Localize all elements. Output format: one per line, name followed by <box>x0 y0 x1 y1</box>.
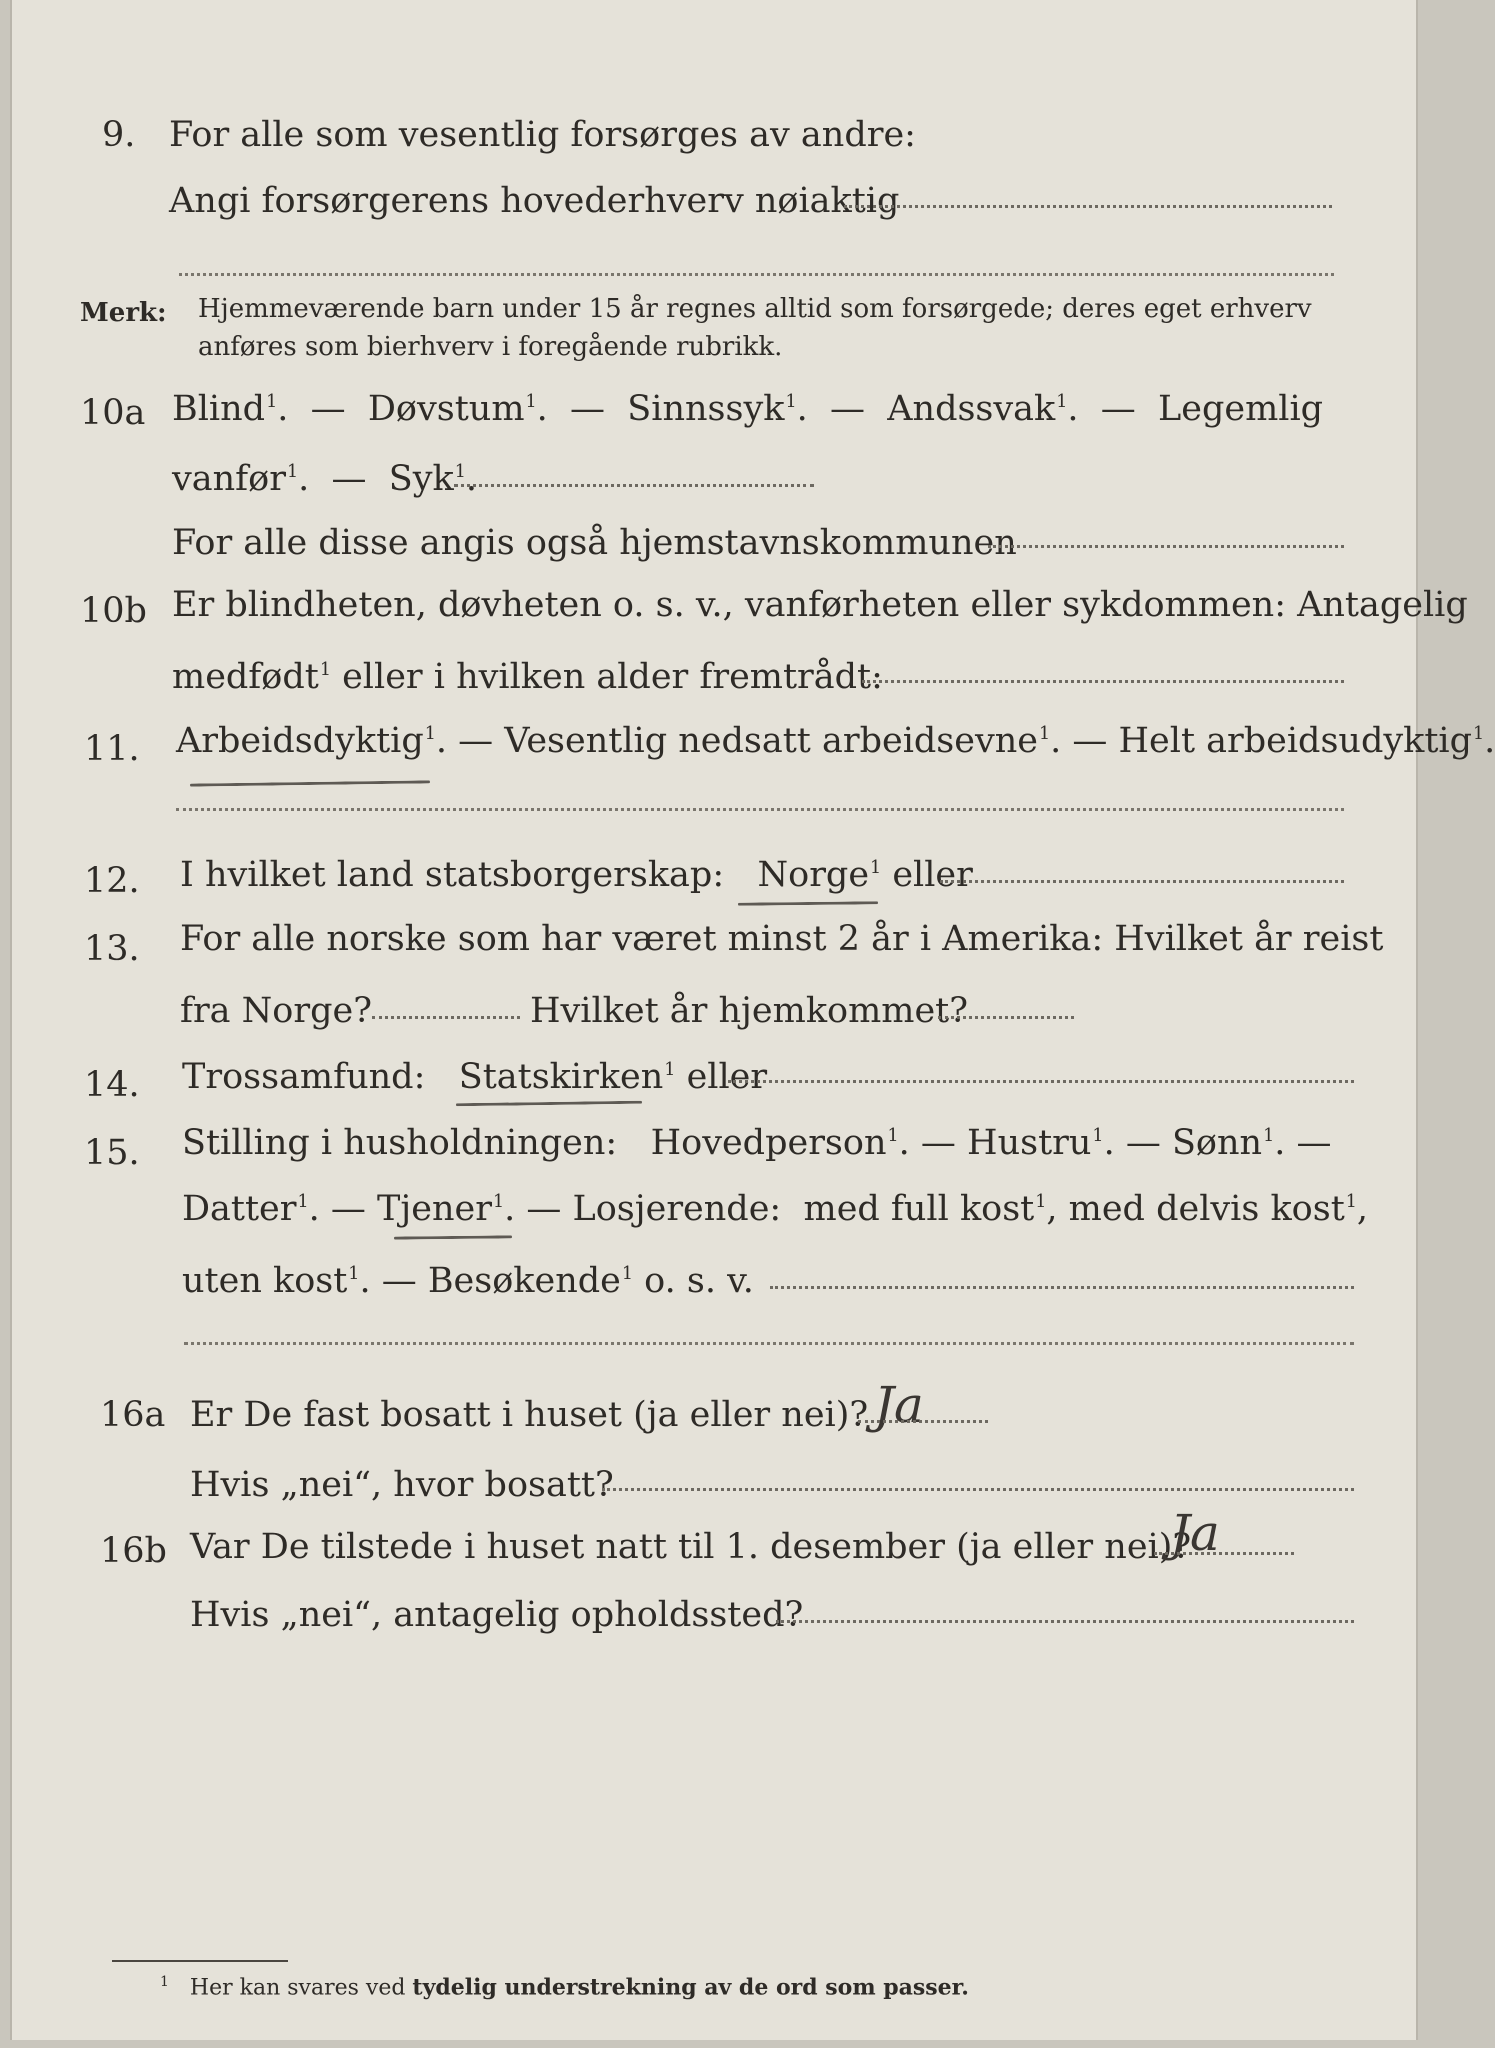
q10a-andssvak: Andssvak <box>887 389 1056 429</box>
q15-delvis-kost[interactable]: med delvis kost <box>1068 1189 1345 1229</box>
q10b-line1: Er blindheten, døvheten o. s. v., vanførheten eller sykdommen: Antagelig <box>172 585 1468 625</box>
q13-reist-field[interactable] <box>372 1016 520 1019</box>
q15-sonn[interactable]: Sønn <box>1171 1123 1263 1163</box>
q12-answer-field[interactable] <box>940 880 1344 883</box>
q10a-syk-field[interactable] <box>454 484 814 487</box>
q10a-vanfor: vanfør <box>172 459 286 499</box>
merk-line1: Hjemmeværende barn under 15 år regnes alltid som forsørgede; deres eget erhverv <box>198 294 1312 324</box>
q10b-line2b: eller i hvilken alder fremtrådt: <box>342 657 883 697</box>
q11-answer-field[interactable] <box>176 808 1344 811</box>
q15-line2: Datter$^1$. — Tjener$^1$. — Losjerende: med full kost$^1$, med delvis kost$^1$, <box>182 1189 1369 1229</box>
q10a-number: 10a <box>80 393 146 433</box>
footnote-text2: tydelig understrekning av de ord som passer. <box>412 1974 969 2001</box>
q10a-hjemstavn-field[interactable] <box>988 545 1344 548</box>
q14-eller: eller <box>686 1057 768 1097</box>
q14-number: 14. <box>84 1065 140 1105</box>
q14-answer-field[interactable] <box>728 1080 1354 1083</box>
q16b-number: 16b <box>100 1531 167 1571</box>
q9-number: 9. <box>102 115 136 155</box>
q13-line1: For alle norske som har været minst 2 år i Amerika: Hvilket år reist <box>180 919 1384 959</box>
q11-handwritten-underline <box>190 780 430 786</box>
q14-line: Trossamfund: Statskirken$^1$ eller <box>182 1057 768 1097</box>
q10b-answer-field[interactable] <box>862 680 1344 683</box>
q15-answer-field-2[interactable] <box>184 1342 1354 1345</box>
q14-handwritten-underline <box>456 1101 642 1107</box>
q12-text: I hvilket land statsborgerskap: <box>180 855 725 895</box>
q12-number: 12. <box>84 861 140 901</box>
q10a-syk: Syk <box>388 459 454 499</box>
q11-opt3[interactable]: Helt arbeidsudyktig <box>1118 721 1473 761</box>
q10b-medfodt: medfødt <box>172 657 319 697</box>
q13-line2b: Hvilket år hjemkommet? <box>530 991 969 1031</box>
q15-osv: o. s. v. <box>644 1261 754 1301</box>
merk-label: Merk: <box>80 298 167 328</box>
census-form-page <box>10 0 1495 2040</box>
footnote-rule <box>112 1960 288 1962</box>
merk-line2: anføres som bierhverv i foregående rubrikk. <box>198 332 783 362</box>
q14-statskirken[interactable]: Statskirken <box>458 1057 664 1097</box>
q10b-number: 10b <box>80 591 147 631</box>
q9-line1: For alle som vesentlig forsørges av andre: <box>169 115 916 155</box>
q10a-legemlig: Legemlig <box>1158 389 1324 429</box>
q16a-hvor-field[interactable] <box>602 1488 1354 1491</box>
q15-line1: Stilling i husholdningen: Hovedperson$^1$. — Hustru$^1$. — Sønn$^1$. — <box>182 1123 1332 1163</box>
q13-hjemkommet-field[interactable] <box>938 1016 1074 1019</box>
q10a-dovstum: Døvstum <box>367 389 525 429</box>
q16b-line2: Hvis „nei“, antagelig opholdssted? <box>190 1595 804 1635</box>
q16a-answer-field[interactable] <box>858 1420 988 1423</box>
q10a-line2: vanfør$^1$. — Syk$^1$. <box>172 459 477 499</box>
q10a-blind: Blind <box>172 389 266 429</box>
q11-opt1[interactable]: Arbeidsdyktig <box>176 721 424 761</box>
q16b-opholdssted-field[interactable] <box>776 1620 1354 1623</box>
q15-full-kost[interactable]: med full kost <box>803 1189 1035 1229</box>
footnote <box>160 1974 969 2000</box>
q9-answer-field-2[interactable] <box>179 273 1334 276</box>
q15-answer-field[interactable] <box>770 1286 1354 1289</box>
q13-number: 13. <box>84 929 140 969</box>
q16a-handwritten-answer[interactable]: Ja <box>874 1376 924 1434</box>
q13-line2a: fra Norge? <box>180 991 372 1031</box>
q15-datter[interactable]: Datter <box>182 1189 297 1229</box>
q15-number: 15. <box>84 1133 140 1173</box>
q10a-line1: Blind$^1$. — Døvstum$^1$. — Sinnssyk$^1$. — Andssvak$^1$. — Legemlig <box>172 389 1324 429</box>
q11-line: Arbeidsdyktig$^1$. — Vesentlig nedsatt arbeidsevne$^1$. — Helt arbeidsudyktig$^1$. <box>176 721 1495 761</box>
q15-hovedperson[interactable]: Hovedperson <box>650 1123 887 1163</box>
q15-besokende[interactable]: Besøkende <box>427 1261 621 1301</box>
q16b-answer-field[interactable] <box>1154 1552 1294 1555</box>
q16a-number: 16a <box>100 1395 166 1435</box>
q16b-line1: Var De tilstede i huset natt til 1. desember (ja eller nei)? <box>190 1527 1192 1567</box>
q16a-line1: Er De fast bosatt i huset (ja eller nei)? <box>190 1395 869 1435</box>
footnote-mark: 1 <box>160 1974 169 1990</box>
q15-tjener[interactable]: Tjener <box>377 1189 492 1229</box>
q16b-handwritten-answer[interactable]: Ja <box>1170 1504 1220 1562</box>
q15-losjerende: Losjerende: <box>572 1189 782 1229</box>
q12-handwritten-underline <box>738 901 878 905</box>
q10b-line2: medfødt$^1$ eller i hvilken alder fremtrådt: <box>172 657 883 697</box>
q15-uten-kost[interactable]: uten kost <box>182 1261 348 1301</box>
q16a-line2: Hvis „nei“, hvor bosatt? <box>190 1465 614 1505</box>
q15-hustru[interactable]: Hustru <box>967 1123 1092 1163</box>
q15-line3: uten kost$^1$. — Besøkende$^1$ o. s. v. <box>182 1261 754 1301</box>
q12-norge[interactable]: Norge <box>757 855 870 895</box>
q12-line: I hvilket land statsborgerskap: Norge$^1$ eller <box>180 855 973 895</box>
footnote-text1: Her kan svares ved <box>189 1975 406 2001</box>
q12-eller: eller <box>892 855 973 895</box>
q9-line2: Angi forsørgerens hovederhverv nøiaktig <box>169 181 900 221</box>
q10a-line3: For alle disse angis også hjemstavnskommunen <box>172 523 1017 563</box>
q10a-sinnssyk: Sinnssyk <box>627 389 785 429</box>
q15-handwritten-underline <box>394 1235 512 1239</box>
q11-number: 11. <box>84 729 140 769</box>
q14-text: Trossamfund: <box>182 1057 426 1097</box>
q11-opt2[interactable]: Vesentlig nedsatt arbeidsevne <box>504 721 1038 761</box>
q9-answer-field[interactable] <box>844 205 1332 208</box>
q15-stilling: Stilling i husholdningen: <box>182 1123 618 1163</box>
